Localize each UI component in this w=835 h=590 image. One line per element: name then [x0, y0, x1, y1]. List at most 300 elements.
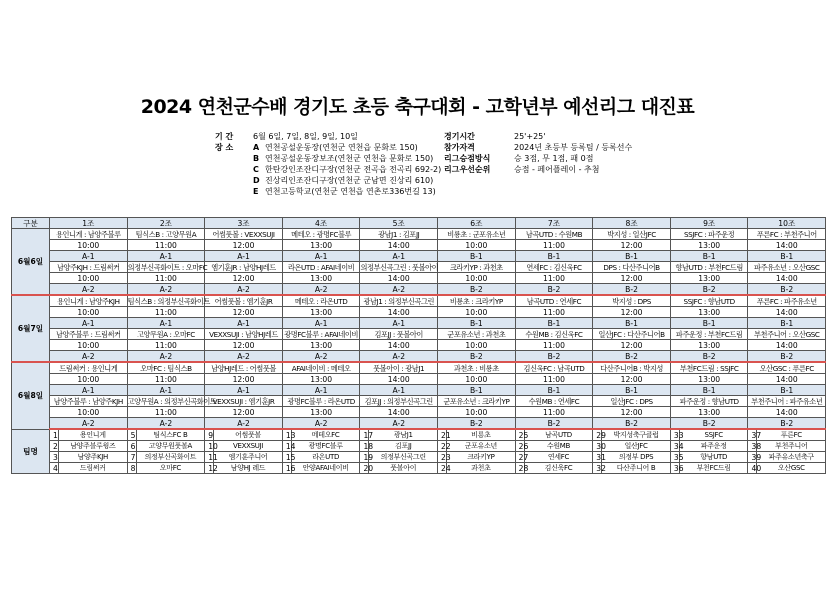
- venue-cell: B-1: [593, 318, 671, 329]
- venue-cell: A-1: [127, 318, 205, 329]
- team-number: 8: [127, 463, 136, 474]
- venue-cell: B-2: [593, 284, 671, 296]
- venue-code: C: [253, 165, 259, 174]
- schedule-row: [12, 362, 826, 374]
- venue-cell: A-2: [127, 351, 205, 363]
- time-cell: 13:00: [670, 273, 748, 284]
- venue-cell: B-2: [670, 284, 748, 296]
- team-row: [12, 441, 826, 452]
- time-cell: 10:00: [438, 340, 516, 351]
- venue-cell: B-2: [748, 351, 826, 363]
- group-header: 1조: [50, 218, 128, 229]
- venue-cell: B-2: [438, 284, 516, 296]
- venue-name: 한탄강인조잔디구장(연천군 전곡읍 전곡리 692-2): [265, 165, 442, 174]
- schedule-row: [12, 240, 826, 251]
- match-cell: 엠기훈JR : 남양HJ레드: [205, 262, 283, 273]
- time-cell: 13:00: [670, 340, 748, 351]
- schedule-row: [12, 329, 826, 340]
- team-name: 수원MB: [524, 441, 593, 452]
- venue-name: 연천공설운동장(연천군 연천읍 문화로 150): [265, 143, 418, 152]
- match-cell: 오산GSC : 푸른FC: [748, 362, 826, 374]
- venue-cell: B-1: [438, 385, 516, 396]
- venue-cell: A-1: [50, 318, 128, 329]
- match-cell: 파주유소년 : 오산GSC: [748, 262, 826, 273]
- match-cell: 다산주니어B : 박지성: [593, 362, 671, 374]
- info-value: 승점 - 페어플레이 - 추첨: [514, 165, 600, 174]
- team-number: 11: [205, 452, 214, 463]
- match-cell: 고양무원A : 의정부신곡화이트: [127, 396, 217, 406]
- match-cell: 김포JJ : 풋볼아이: [360, 329, 438, 340]
- team-number: 35: [670, 452, 679, 463]
- team-number: 28: [515, 463, 524, 474]
- time-cell: 11:00: [515, 307, 593, 318]
- venue-cell: A-2: [127, 418, 205, 430]
- venue-cell: A-2: [360, 418, 438, 430]
- team-number: 23: [438, 452, 447, 463]
- group-header: 8조: [593, 218, 671, 229]
- venue-code: D: [253, 176, 260, 185]
- time-cell: 12:00: [593, 374, 671, 385]
- team-row: [12, 463, 826, 474]
- team-name: 다산주니어 B: [602, 463, 671, 474]
- team-number: 18: [360, 441, 369, 452]
- venue-code: A: [253, 143, 260, 152]
- venue-cell: A-1: [127, 385, 205, 396]
- team-name: 풋볼아이: [369, 463, 438, 474]
- match-cell: 용인니게 : 남양주KJH: [50, 295, 128, 307]
- time-cell: 12:00: [205, 340, 283, 351]
- period-value: 6월 6일, 7일, 8일, 9일, 10일: [253, 132, 358, 141]
- venue-name: 연천고등학교(연천군 연천읍 연촌로336번길 13): [265, 187, 436, 196]
- team-number: 14: [282, 441, 291, 452]
- team-name: 남양주블루윙즈: [59, 441, 128, 452]
- time-cell: 13:00: [670, 240, 748, 251]
- team-number: 40: [748, 463, 757, 474]
- team-name: 일산JFC: [602, 441, 671, 452]
- schedule-row: [12, 251, 826, 262]
- team-number: 30: [593, 441, 602, 452]
- match-cell: 김신욱FC : 남곡UTD: [515, 362, 593, 374]
- team-number: 15: [282, 452, 291, 463]
- time-cell: 10:00: [50, 340, 128, 351]
- venue-cell: B-2: [438, 351, 516, 363]
- time-cell: 13:00: [670, 407, 748, 418]
- venue-cell: A-1: [282, 251, 360, 262]
- venue-cell: B-1: [515, 385, 593, 396]
- venue-cell: A-1: [360, 318, 438, 329]
- match-cell: 풋볼아이 : 광남J1: [360, 362, 438, 374]
- time-cell: 11:00: [127, 240, 205, 251]
- venue-cell: A-2: [282, 418, 360, 430]
- match-cell: 용인니게 : 남양주블루: [50, 229, 128, 240]
- time-cell: 12:00: [593, 407, 671, 418]
- team-number: 2: [50, 441, 59, 452]
- time-cell: 12:00: [205, 273, 283, 284]
- match-cell: 광남J1 : 의정부신곡그린: [360, 295, 438, 307]
- group-header: 2조: [127, 218, 205, 229]
- time-cell: 14:00: [360, 307, 438, 318]
- team-name: 광남J1: [369, 429, 438, 441]
- match-cell: 고양무원A : 오마FC: [127, 329, 205, 340]
- venue-cell: B-1: [670, 385, 748, 396]
- info-key: 리그우선순위: [444, 165, 491, 174]
- team-number: 12: [205, 463, 214, 474]
- team-name: SSJFC: [679, 429, 748, 441]
- team-number: 5: [127, 429, 136, 441]
- time-cell: 12:00: [205, 407, 283, 418]
- team-number: 34: [670, 441, 679, 452]
- venue-cell: B-2: [438, 418, 516, 430]
- match-cell: 박지성 : 일산JFC: [593, 229, 671, 240]
- time-cell: 10:00: [50, 407, 128, 418]
- schedule-row: [12, 340, 826, 351]
- team-name: 메테오FC: [291, 429, 360, 441]
- match-cell: 광명FC블루 : 라온UTD: [282, 396, 360, 407]
- venue-cell: B-1: [670, 318, 748, 329]
- venue-cell: B-1: [438, 318, 516, 329]
- schedule-row: [12, 262, 826, 273]
- header-row: [12, 218, 826, 229]
- team-name: 군포유소년: [447, 441, 516, 452]
- team-number: 31: [593, 452, 602, 463]
- group-header: 9조: [670, 218, 748, 229]
- match-cell: 파주운정 : 부천FC드림: [670, 329, 748, 340]
- time-cell: 11:00: [515, 407, 593, 418]
- team-name: 파주유소년축구: [757, 452, 826, 463]
- match-cell: 오마FC : 팀식스B: [127, 362, 205, 374]
- schedule-row: [12, 385, 826, 396]
- time-cell: 12:00: [205, 240, 283, 251]
- team-number: 6: [127, 441, 136, 452]
- time-cell: 14:00: [360, 273, 438, 284]
- team-number: 26: [515, 441, 524, 452]
- time-cell: 13:00: [282, 374, 360, 385]
- time-cell: 12:00: [593, 240, 671, 251]
- time-cell: 13:00: [670, 307, 748, 318]
- team-name: 김포JJ: [369, 441, 438, 452]
- team-number: 9: [205, 429, 214, 441]
- team-number: 19: [360, 452, 369, 463]
- venue-cell: B-1: [515, 318, 593, 329]
- team-number: 37: [748, 429, 757, 441]
- schedule-row: [12, 396, 826, 407]
- venue-cell: A-1: [205, 385, 283, 396]
- match-cell: 연세FC : 김신욱FC: [515, 262, 593, 273]
- schedule-table: [11, 217, 826, 474]
- info-right: [444, 131, 632, 175]
- time-cell: 10:00: [438, 240, 516, 251]
- team-number: 16: [282, 463, 291, 474]
- venue-cell: B-2: [515, 418, 593, 430]
- team-name: 용인니게: [59, 429, 128, 441]
- match-cell: 남곡UTD : 연세FC: [515, 295, 593, 307]
- time-cell: 14:00: [360, 374, 438, 385]
- time-cell: 11:00: [515, 374, 593, 385]
- info-value: 25'+25': [514, 132, 546, 141]
- venue-label: 장 소: [215, 143, 234, 152]
- match-cell: 남양HJ레드 : 어썸풋볼: [205, 362, 283, 374]
- schedule-row: [12, 351, 826, 363]
- team-name: 부천FC드림: [679, 463, 748, 474]
- venue-cell: B-2: [515, 284, 593, 296]
- team-number: 4: [50, 463, 59, 474]
- page-title: 2024 연천군수배 경기도 초등 축구대회 - 고학년부 예선리그 대진표: [140, 96, 695, 118]
- time-cell: 11:00: [515, 340, 593, 351]
- time-cell: 10:00: [50, 240, 128, 251]
- match-cell: 군포유소년 : 크라키YP: [438, 396, 516, 407]
- team-number: 32: [593, 463, 602, 474]
- match-cell: 비룡초 : 크라키YP: [438, 295, 516, 307]
- venue-cell: A-2: [50, 418, 128, 430]
- venue-cell: A-2: [282, 284, 360, 296]
- info-left: [215, 131, 441, 197]
- team-name: 광명FC블루: [291, 441, 360, 452]
- time-cell: 12:00: [593, 340, 671, 351]
- time-cell: 10:00: [50, 374, 128, 385]
- team-name: 김신욱FC: [524, 463, 593, 474]
- time-cell: 11:00: [515, 273, 593, 284]
- match-cell: 부천FC드림 : SSJFC: [670, 362, 748, 374]
- match-cell: 의정부신곡그린 : 풋볼아이: [360, 262, 439, 272]
- venue-cell: A-2: [205, 418, 283, 430]
- group-header: 7조: [515, 218, 593, 229]
- team-name: 남양주KJH: [59, 452, 128, 463]
- day-label: 6월7일: [12, 295, 50, 362]
- time-cell: 14:00: [360, 407, 438, 418]
- time-cell: 11:00: [127, 307, 205, 318]
- time-cell: 11:00: [515, 240, 593, 251]
- venue-cell: B-1: [593, 385, 671, 396]
- team-number: 29: [593, 429, 602, 441]
- match-cell: 남양주KJH : 드림써커: [50, 262, 128, 273]
- teams-label: 팀명: [12, 429, 50, 474]
- time-cell: 13:00: [670, 374, 748, 385]
- venue-cell: B-2: [515, 351, 593, 363]
- team-name: 박지성축구클럽: [602, 429, 671, 441]
- time-cell: 10:00: [50, 273, 128, 284]
- match-cell: 드림써커 : 용인니게: [50, 362, 128, 374]
- team-name: 의정부신곡그린: [369, 452, 438, 463]
- team-number: 33: [670, 429, 679, 441]
- venue-cell: B-1: [438, 251, 516, 262]
- team-number: 13: [282, 429, 291, 441]
- match-cell: 군포유소년 : 과천초: [438, 329, 516, 340]
- schedule-row: [12, 284, 826, 296]
- team-name: 푸른FC: [757, 429, 826, 441]
- venue-cell: A-2: [360, 351, 438, 363]
- team-number: 22: [438, 441, 447, 452]
- venue-cell: A-1: [360, 251, 438, 262]
- match-cell: 크라키YP : 과천초: [438, 262, 516, 273]
- venue-cell: B-2: [748, 284, 826, 296]
- time-cell: 10:00: [438, 407, 516, 418]
- venue-cell: A-2: [127, 284, 205, 296]
- team-number: 3: [50, 452, 59, 463]
- match-cell: VEXXSUJI : 엠기훈JR: [205, 396, 283, 407]
- time-cell: 13:00: [282, 307, 360, 318]
- venue-cell: A-1: [127, 251, 205, 262]
- venue-cell: B-1: [748, 251, 826, 262]
- match-cell: 의정부신곡화이트 : 오마FC: [127, 262, 208, 272]
- venue-cell: B-2: [593, 351, 671, 363]
- match-cell: 부천주니어 : 파주유소년: [748, 396, 826, 407]
- venue-cell: A-1: [360, 385, 438, 396]
- team-name: 의정부 DPS: [602, 452, 671, 463]
- match-cell: 일산JFC : DPS: [593, 396, 671, 407]
- team-name: 비룡초: [447, 429, 516, 441]
- time-cell: 11:00: [127, 273, 205, 284]
- match-cell: SSJFC : 파주운정: [670, 229, 748, 240]
- time-cell: 13:00: [282, 340, 360, 351]
- venue-cell: A-1: [282, 318, 360, 329]
- team-name: VEXXSUJI: [214, 441, 283, 452]
- match-cell: 팀식스B : 의정부신곡화이트: [127, 296, 210, 306]
- team-number: 20: [360, 463, 369, 474]
- time-cell: 13:00: [282, 407, 360, 418]
- match-cell: 박지성 : DPS: [593, 295, 671, 307]
- match-cell: 수원MB : 연세FC: [515, 396, 593, 407]
- time-cell: 14:00: [748, 374, 826, 385]
- venue-cell: B-1: [515, 251, 593, 262]
- match-cell: VEXXSUJI : 남양HJ레드: [205, 329, 283, 340]
- venue-cell: A-2: [282, 351, 360, 363]
- venue-cell: A-2: [205, 284, 283, 296]
- schedule-row: [12, 407, 826, 418]
- team-name: 파주운정: [679, 441, 748, 452]
- group-header: 6조: [438, 218, 516, 229]
- time-cell: 10:00: [438, 307, 516, 318]
- time-cell: 12:00: [593, 273, 671, 284]
- time-cell: 11:00: [127, 340, 205, 351]
- team-number: 38: [748, 441, 757, 452]
- match-cell: 부천주니어 : 오산GSC: [748, 329, 826, 340]
- team-name: 오산GSC: [757, 463, 826, 474]
- time-cell: 14:00: [748, 307, 826, 318]
- team-row: [12, 429, 826, 441]
- schedule-row: [12, 374, 826, 385]
- venue-name: 연천공설운동장보조(연천군 연천읍 문화로 150): [265, 154, 434, 163]
- time-cell: 12:00: [205, 307, 283, 318]
- group-header: 3조: [205, 218, 283, 229]
- time-cell: 11:00: [127, 407, 205, 418]
- venue-cell: B-1: [748, 385, 826, 396]
- team-number: 36: [670, 463, 679, 474]
- team-name: 과천초: [447, 463, 516, 474]
- match-cell: 광남J1 : 김포JJ: [360, 229, 438, 240]
- venue-cell: A-2: [50, 351, 128, 363]
- team-number: 39: [748, 452, 757, 463]
- team-number: 1: [50, 429, 59, 441]
- team-name: 오마FC: [136, 463, 205, 474]
- team-row: [12, 452, 826, 463]
- venue-code: E: [253, 187, 259, 196]
- match-cell: 라온UTD : AFAI네이비: [282, 262, 360, 273]
- schedule-row: [12, 418, 826, 430]
- period-label: 기 간: [215, 132, 234, 141]
- venue-code: B: [253, 154, 260, 163]
- schedule-row: [12, 307, 826, 318]
- team-name: 크라키YP: [447, 452, 516, 463]
- match-cell: 남곡UTD : 수원MB: [515, 229, 593, 240]
- match-cell: 푸른FC : 부천주니어: [748, 229, 826, 240]
- info-key: 경기시간: [444, 132, 475, 141]
- schedule-row: [12, 229, 826, 240]
- team-number: 27: [515, 452, 524, 463]
- time-cell: 12:00: [593, 307, 671, 318]
- match-cell: 팀식스B : 고양무원A: [127, 229, 205, 240]
- schedule-row: [12, 273, 826, 284]
- time-cell: 11:00: [127, 374, 205, 385]
- match-cell: 푸른FC : 파주유소년: [748, 295, 826, 307]
- match-cell: 향남UTD : 부천FC드림: [670, 262, 748, 273]
- match-cell: 수원MB : 김신욱FC: [515, 329, 593, 340]
- corner-header: 구분: [12, 218, 50, 229]
- match-cell: 메테오 : 라온UTD: [282, 295, 360, 307]
- venue-cell: A-2: [50, 284, 128, 296]
- match-cell: 일산JFC : 다산주니어B: [593, 329, 671, 340]
- time-cell: 10:00: [438, 374, 516, 385]
- time-cell: 14:00: [360, 240, 438, 251]
- team-number: 24: [438, 463, 447, 474]
- info-key: 리그승점방식: [444, 154, 491, 163]
- team-number: 10: [205, 441, 214, 452]
- team-name: 안양AFAI네이비: [291, 463, 360, 474]
- match-cell: 어썸풋볼 : 엠기훈JR: [205, 295, 283, 307]
- team-number: 21: [438, 429, 447, 441]
- schedule-row: [12, 318, 826, 329]
- match-cell: 메테오 : 광명FC블루: [282, 229, 360, 240]
- match-cell: AFAI네이비 : 메테오: [282, 362, 360, 374]
- team-number: 7: [127, 452, 136, 463]
- venue-cell: B-2: [593, 418, 671, 430]
- team-name: 라온UTD: [291, 452, 360, 463]
- venue-name: 진상리인조잔디구장(연천군 군남면 진상리 610): [265, 176, 434, 185]
- day-label: 6월6일: [12, 229, 50, 296]
- time-cell: 14:00: [748, 340, 826, 351]
- group-header: 5조: [360, 218, 438, 229]
- venue-cell: B-2: [670, 351, 748, 363]
- time-cell: 10:00: [50, 307, 128, 318]
- group-header: 10조: [748, 218, 826, 229]
- team-name: 부천주니어: [757, 441, 826, 452]
- team-name: 고양무원풋볼A: [136, 441, 205, 452]
- day-label: 6월8일: [12, 362, 50, 429]
- time-cell: 13:00: [282, 240, 360, 251]
- team-name: 남곡UTD: [524, 429, 593, 441]
- team-name: 의정부신곡화이트: [136, 452, 205, 463]
- match-cell: 파주운정 : 향남UTD: [670, 396, 748, 407]
- team-name: 드림써커: [59, 463, 128, 474]
- venue-cell: A-2: [360, 284, 438, 296]
- venue-cell: A-1: [282, 385, 360, 396]
- info-value: 승 3점, 무 1점, 패 0점: [514, 154, 594, 163]
- time-cell: 14:00: [748, 240, 826, 251]
- venue-cell: B-1: [593, 251, 671, 262]
- venue-cell: B-2: [748, 418, 826, 430]
- team-number: 25: [515, 429, 524, 441]
- venue-cell: A-1: [205, 251, 283, 262]
- info-key: 참가자격: [444, 143, 475, 152]
- venue-cell: A-1: [205, 318, 283, 329]
- team-name: 엠기훈주니어: [214, 452, 283, 463]
- time-cell: 10:00: [438, 273, 516, 284]
- team-name: 연세FC: [524, 452, 593, 463]
- group-header: 4조: [282, 218, 360, 229]
- time-cell: 12:00: [205, 374, 283, 385]
- venue-cell: B-2: [670, 418, 748, 430]
- venue-cell: B-1: [748, 318, 826, 329]
- match-cell: 어썸풋볼 : VEXXSUJI: [205, 229, 283, 240]
